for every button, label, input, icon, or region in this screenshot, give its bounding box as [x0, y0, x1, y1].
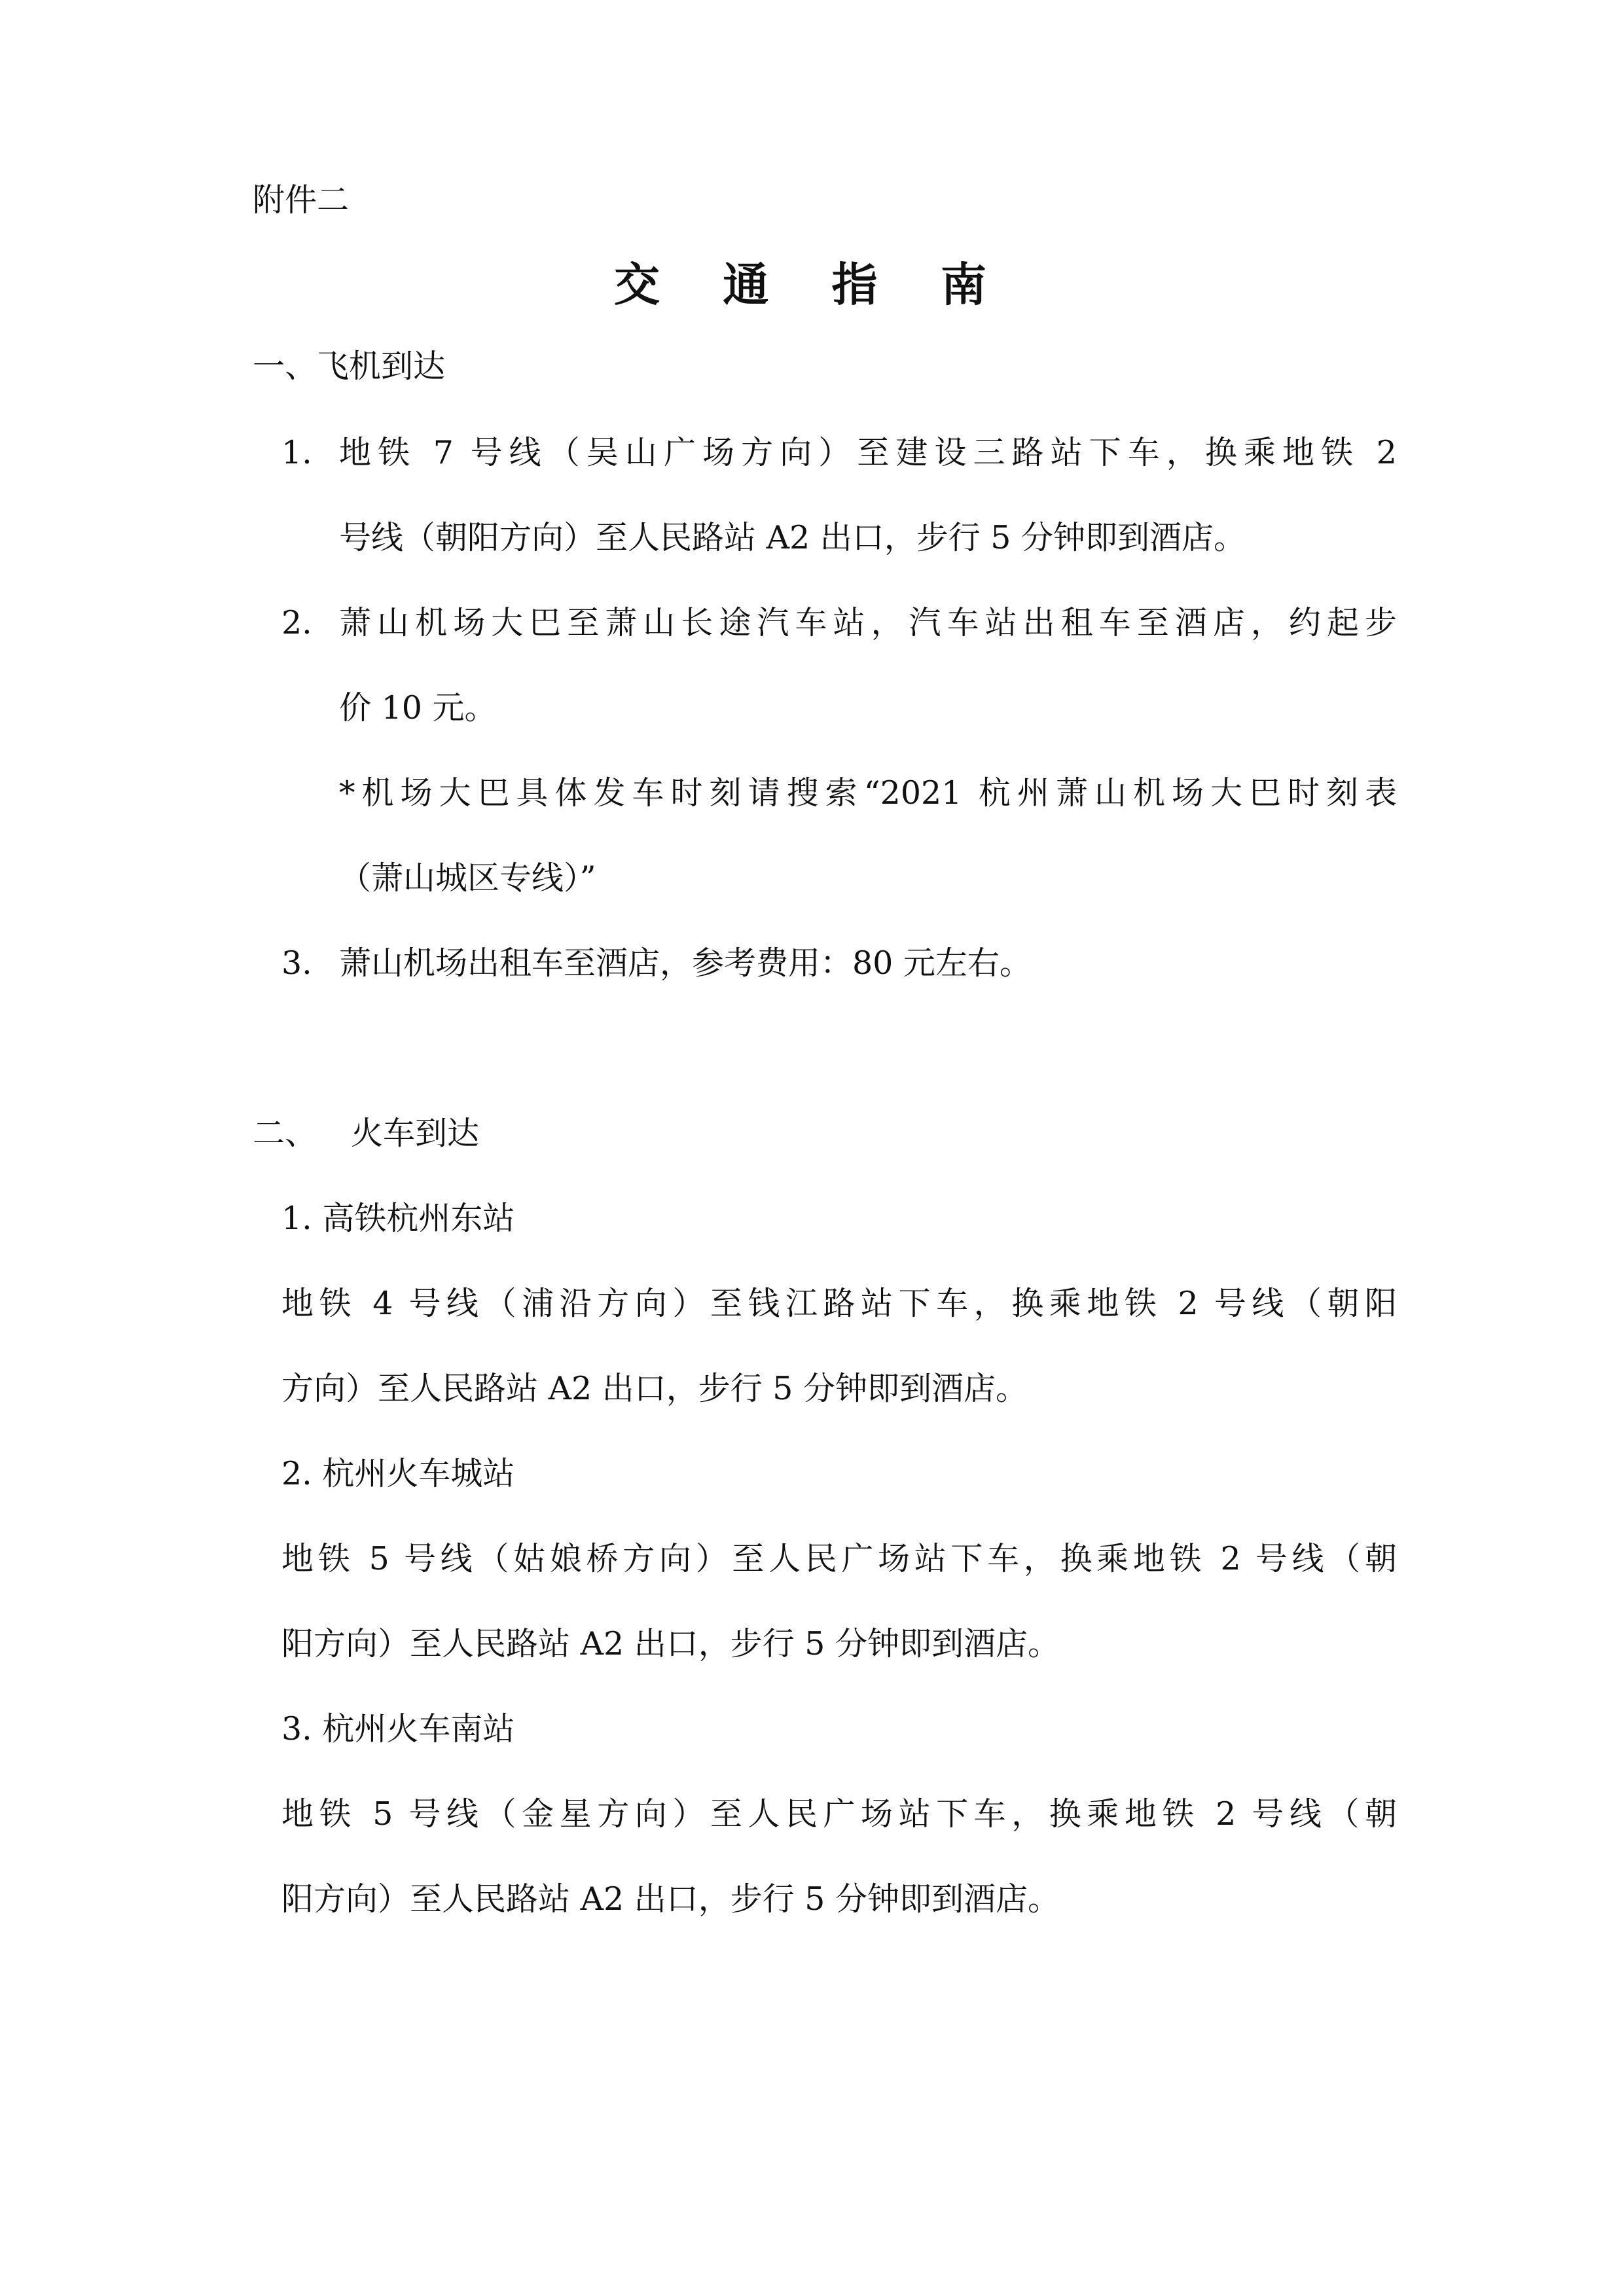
- plane-item-2-number: 2.: [281, 604, 312, 641]
- train-item-1-line-2: 方向）至人民路站 A2 出口，步行 5 分钟即到酒店。: [281, 1370, 1028, 1407]
- plane-item-1-line-2: 号线（朝阳方向）至人民路站 A2 出口，步行 5 分钟即到酒店。: [339, 519, 1246, 556]
- section-heading-plane: 一、飞机到达: [253, 348, 446, 385]
- plane-note-line-1: *机场大巴具体发车时刻请搜索“2021 杭州萧山机场大巴时刻表: [339, 774, 1397, 812]
- train-item-2-title: 2. 杭州火车城站: [281, 1455, 515, 1492]
- section-heading-train: 火车到达: [351, 1115, 480, 1152]
- plane-item-2-line-1: 萧山机场大巴至萧山长途汽车站，汽车站出租车至酒店，约起步: [339, 604, 1397, 641]
- page-title: 交 通 指 南: [613, 258, 1011, 312]
- train-item-2-line-1: 地铁 5 号线（姑娘桥方向）至人民广场站下车，换乘地铁 2 号线（朝: [281, 1540, 1397, 1577]
- train-item-3-line-1: 地铁 5 号线（金星方向）至人民广场站下车，换乘地铁 2 号线（朝: [281, 1795, 1397, 1833]
- train-item-2-line-2: 阳方向）至人民路站 A2 出口，步行 5 分钟即到酒店。: [281, 1625, 1060, 1662]
- train-item-1-line-1: 地铁 4 号线（浦沿方向）至钱江路站下车，换乘地铁 2 号线（朝阳: [281, 1285, 1397, 1322]
- train-item-3-line-2: 阳方向）至人民路站 A2 出口，步行 5 分钟即到酒店。: [281, 1880, 1060, 1918]
- section-heading-train-number: 二、: [253, 1115, 317, 1152]
- plane-item-3-number: 3.: [281, 944, 312, 982]
- plane-item-2-line-2: 价 10 元。: [339, 689, 497, 726]
- plane-item-3-line-1: 萧山机场出租车至酒店，参考费用：80 元左右。: [339, 944, 1032, 982]
- plane-item-1-line-1: 地铁 7 号线（吴山广场方向）至建设三路站下车，换乘地铁 2: [339, 434, 1397, 471]
- plane-item-1-number: 1.: [281, 434, 312, 471]
- plane-note-line-2: （萧山城区专线）”: [339, 859, 596, 897]
- train-item-1-title: 1. 高铁杭州东站: [281, 1200, 515, 1237]
- attachment-label: 附件二: [253, 181, 350, 219]
- train-item-3-title: 3. 杭州火车南站: [281, 1710, 515, 1748]
